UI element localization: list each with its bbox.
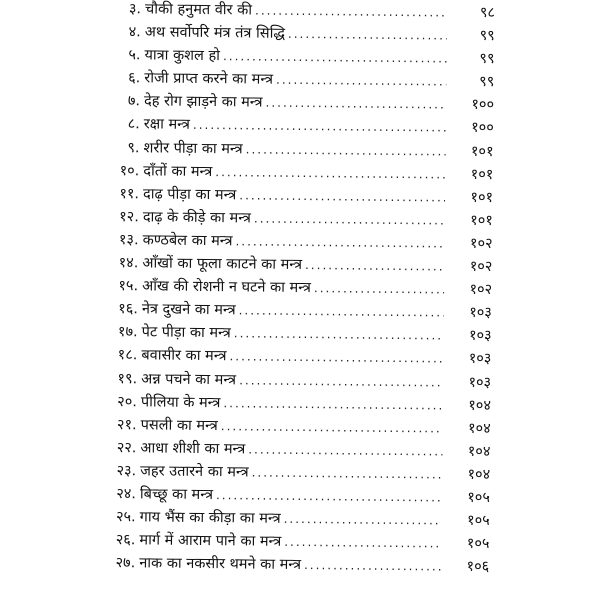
entry-number: १३. bbox=[118, 232, 139, 249]
entry-page-number: १०० bbox=[471, 97, 495, 114]
dot-leader bbox=[265, 92, 446, 117]
dot-leader bbox=[288, 23, 447, 48]
entry-title: मार्ग में आराम पाने का मन्त्र bbox=[139, 532, 282, 550]
dot-leader bbox=[234, 323, 444, 348]
entry-page-number: १०२ bbox=[469, 258, 493, 276]
entry-title: आँख की रोशनी न घटने का मन्त्र bbox=[142, 278, 312, 297]
entry-title: अन्न पचने का मन्त्र bbox=[141, 370, 237, 388]
entry-title: अथ सर्वोपरि मंत्र तंत्र सिद्धि bbox=[144, 24, 286, 42]
entry-title: पसली का मन्त्र bbox=[140, 417, 218, 434]
table-of-contents bbox=[105, 0, 495, 579]
dot-leader bbox=[223, 392, 443, 417]
entry-number: ३. bbox=[128, 1, 142, 18]
entry-page-number: १०३ bbox=[469, 304, 492, 322]
entry-title: आँखों का फूला काटने का मन्त्र bbox=[142, 255, 303, 274]
entry-page-number: १०४ bbox=[467, 466, 491, 483]
entry-page-number: ९९ bbox=[479, 51, 495, 68]
entry-title: जहर उतारने का मन्त्र bbox=[140, 463, 249, 481]
dot-leader bbox=[276, 69, 446, 94]
entry-title: दाढ़ के कीड़े का मन्त्र bbox=[142, 209, 252, 227]
entry-title: पीलिया के मन्त्र bbox=[140, 393, 221, 411]
entry-page-number: १०३ bbox=[468, 374, 492, 391]
entry-page-number: १०६ bbox=[466, 559, 490, 576]
dot-leader bbox=[255, 0, 447, 25]
dot-leader bbox=[229, 346, 443, 371]
entry-title: यात्रा कुशल हो bbox=[144, 47, 221, 65]
entry-number: ८. bbox=[127, 116, 140, 133]
entry-page-number: ९९ bbox=[479, 27, 495, 45]
entry-number: १८. bbox=[117, 347, 138, 364]
toc-entry bbox=[105, 552, 489, 579]
entry-title: कण्ठबेल का मन्त्र bbox=[142, 232, 233, 250]
entry-number: ४. bbox=[128, 24, 141, 41]
entry-number: ६. bbox=[128, 70, 141, 87]
entry-number: ११. bbox=[119, 185, 140, 203]
entry-number: २१. bbox=[116, 416, 137, 433]
entry-page-number: १०५ bbox=[466, 535, 490, 553]
entry-title: रक्षा मन्त्र bbox=[143, 116, 191, 134]
entry-page-number: ९९ bbox=[479, 74, 495, 91]
entry-title: दाँतों का मन्त्र bbox=[143, 163, 213, 180]
entry-title: शरीर पीड़ा का मन्त्र bbox=[143, 139, 243, 157]
entry-number: ७. bbox=[127, 93, 141, 110]
entry-number: २२. bbox=[116, 439, 137, 457]
entry-title: बवासीर का मन्त्र bbox=[141, 347, 227, 365]
entry-number: १९. bbox=[117, 370, 138, 387]
entry-number: २६. bbox=[115, 532, 136, 549]
dot-leader bbox=[284, 531, 441, 556]
dot-leader bbox=[235, 230, 444, 255]
entry-page-number: १०१ bbox=[470, 189, 494, 206]
dot-leader bbox=[221, 415, 443, 440]
entry-page-number: १०२ bbox=[469, 281, 493, 299]
entry-page-number: १०१ bbox=[470, 212, 493, 229]
entry-number: ९. bbox=[127, 139, 140, 156]
entry-page-number: ९८ bbox=[479, 4, 496, 22]
dot-leader bbox=[314, 277, 444, 301]
entry-page-number: १०२ bbox=[469, 235, 493, 252]
entry-title: बिच्छू का मन्त्र bbox=[139, 486, 214, 504]
entry-page-number: १०३ bbox=[468, 328, 492, 345]
dot-leader bbox=[305, 254, 445, 279]
entry-number: ५. bbox=[128, 47, 141, 64]
entry-number: १५. bbox=[118, 278, 139, 295]
dot-leader bbox=[215, 161, 445, 187]
entry-title: देह रोग झाड़ने का मन्त्र bbox=[143, 93, 263, 111]
entry-number: १६. bbox=[118, 301, 138, 318]
entry-title: आधा शीशी का मन्त्र bbox=[140, 440, 246, 458]
entry-page-number: १०१ bbox=[470, 143, 494, 160]
dot-leader bbox=[284, 508, 442, 533]
entry-title: पेट पीड़ा का मन्त्र bbox=[141, 324, 231, 342]
entry-number: २३. bbox=[116, 462, 137, 480]
dot-leader bbox=[223, 45, 447, 70]
entry-number: १७. bbox=[117, 324, 138, 341]
entry-title: गाय भैंस का कीड़ा का मन्त्र bbox=[139, 509, 281, 527]
entry-title: नाक का नकसीर थमने का मन्त्र bbox=[139, 555, 302, 574]
entry-number: २५. bbox=[115, 509, 136, 526]
entry-title: दाढ़ पीड़ा का मन्त्र bbox=[143, 186, 237, 204]
entry-number: २७. bbox=[115, 555, 136, 572]
dot-leader bbox=[193, 114, 446, 140]
entry-title: चौकी हनुमत वीर की bbox=[144, 1, 253, 19]
entry-title: नेत्र दुखने का मन्त्र bbox=[141, 301, 236, 319]
dot-leader bbox=[239, 369, 443, 394]
entry-number: १४. bbox=[118, 255, 139, 272]
dot-leader bbox=[248, 438, 442, 463]
dot-leader bbox=[254, 207, 445, 232]
entry-number: २०. bbox=[117, 393, 138, 410]
dot-leader bbox=[304, 554, 441, 579]
entry-page-number: १०३ bbox=[468, 351, 492, 368]
entry-number: २४. bbox=[116, 486, 137, 503]
entry-number: १२. bbox=[119, 208, 139, 226]
dot-leader bbox=[252, 461, 443, 486]
entry-page-number: १०४ bbox=[467, 443, 491, 460]
entry-page-number: १०५ bbox=[467, 489, 491, 506]
entry-page-number: १०० bbox=[471, 120, 494, 137]
dot-leader bbox=[239, 300, 444, 325]
entry-number: १०. bbox=[119, 162, 140, 179]
entry-page-number: १०४ bbox=[467, 420, 491, 437]
entry-page-number: १०१ bbox=[470, 166, 494, 183]
entry-title: रोजी प्राप्त करने का मन्त्र bbox=[144, 70, 274, 88]
dot-leader bbox=[216, 484, 442, 509]
entry-page-number: १०४ bbox=[468, 397, 491, 414]
dot-leader bbox=[246, 138, 446, 163]
entry-page-number: १०५ bbox=[466, 512, 490, 530]
dot-leader bbox=[239, 184, 445, 209]
